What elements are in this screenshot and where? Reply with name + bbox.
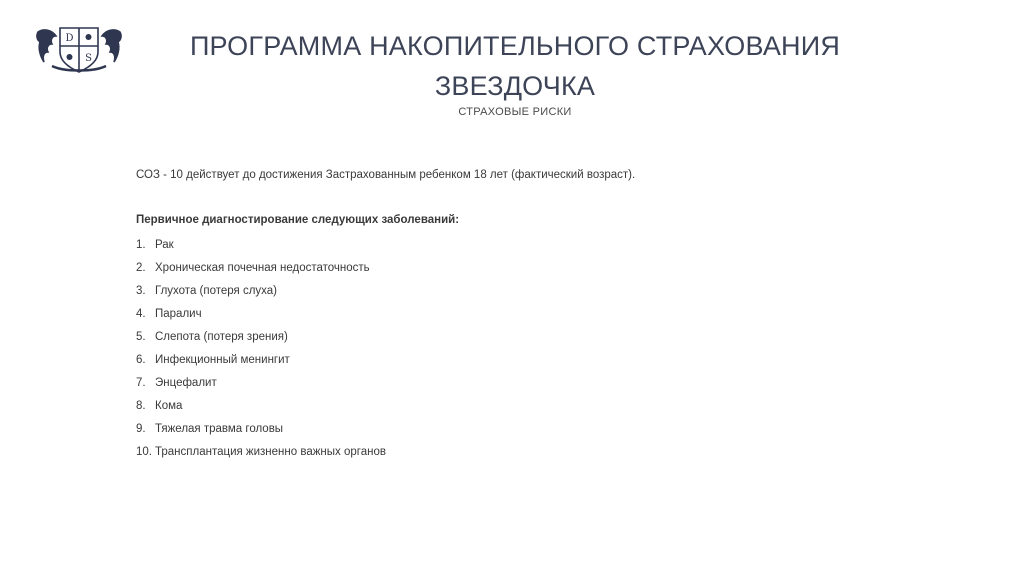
list-item-text: Глухота (потеря слуха) <box>155 285 278 297</box>
list-item-number: 7. <box>136 377 146 389</box>
list-item <box>136 418 896 441</box>
list-item <box>136 257 896 280</box>
list-item-number: 3. <box>136 285 146 297</box>
list-item-text: Энцефалит <box>155 377 217 389</box>
list-item <box>136 441 896 464</box>
list-item <box>136 349 896 372</box>
list-item-text: Трансплантация жизненно важных органов <box>155 446 386 458</box>
list-item <box>136 280 896 303</box>
list-item-text: Хроническая почечная недостаточность <box>155 262 370 274</box>
page-title-line-1: ПРОГРАММА НАКОПИТЕЛЬНОГО СТРАХОВАНИЯ <box>189 31 841 61</box>
list-item <box>136 395 896 418</box>
list-item-number: 9. <box>136 423 146 435</box>
list-item-text: Инфекционный менингит <box>155 354 290 366</box>
list-item <box>136 234 896 257</box>
page-title <box>150 26 880 106</box>
content-body <box>136 166 896 464</box>
list-item <box>136 326 896 349</box>
list-item-text: Слепота (потеря зрения) <box>155 331 288 343</box>
intro-text: СОЗ - 10 действует до достижения Застрахованным ребенком 18 лет (фактический возраст). <box>136 169 636 181</box>
list-item-text: Рак <box>155 239 174 251</box>
list-item-number: 1. <box>136 239 146 251</box>
list-item-text: Кома <box>155 400 183 412</box>
list-item-number: 8. <box>136 400 146 412</box>
list-item-text: Паралич <box>155 308 202 320</box>
page-subtitle: СТРАХОВЫЕ РИСКИ <box>458 106 572 118</box>
svg-text:D: D <box>65 33 74 44</box>
svg-text:S: S <box>85 53 92 64</box>
list-heading: Первичное диагностирование следующих заболеваний: <box>136 214 460 226</box>
list-item-number: 10. <box>136 446 152 458</box>
list-item-number: 4. <box>136 308 146 320</box>
list-item <box>136 372 896 395</box>
list-item-number: 2. <box>136 262 146 274</box>
list-item-number: 6. <box>136 354 146 366</box>
page-title-line-2: ЗВЕЗДОЧКА <box>434 71 596 101</box>
list-item-number: 5. <box>136 331 146 343</box>
disease-list <box>136 234 896 464</box>
list-item <box>136 303 896 326</box>
list-item-text: Тяжелая травма головы <box>155 423 284 435</box>
heraldic-crest-logo-icon <box>34 22 124 76</box>
